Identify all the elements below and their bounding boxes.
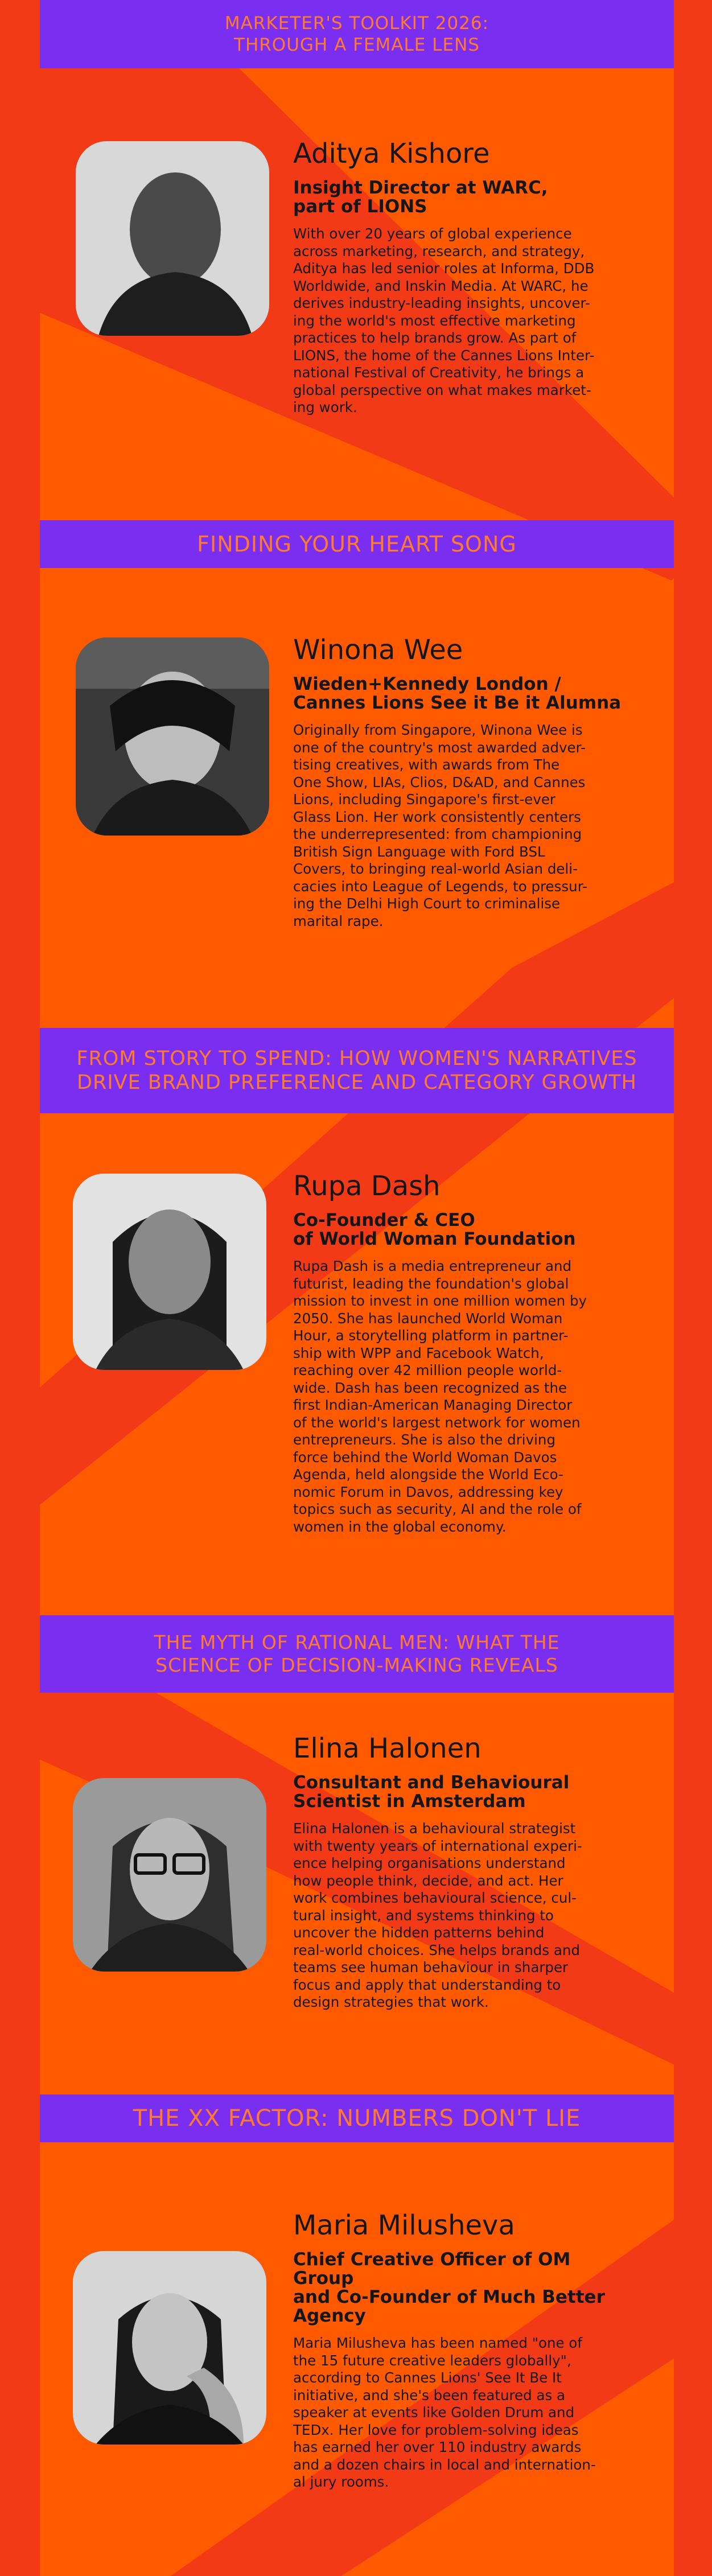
bio-line: British Sign Language with Ford BSL (293, 843, 545, 860)
session-title: DRIVE BRAND PREFERENCE AND CATEGORY GROWTH (77, 1071, 637, 1094)
bio-line: the 15 future creative leaders globally", (293, 2352, 571, 2369)
speaker-info (293, 2209, 635, 2491)
bio-line: wide. Dash has been recognized as the (293, 1379, 567, 1396)
bio-line: One Show, LIAs, Clios, D&AD, and Cannes (293, 773, 586, 791)
speaker-photo-maria-milusheva (73, 2251, 266, 2445)
bio-line: ship with WPP and Facebook Watch, (293, 1344, 544, 1361)
bio-line: and a dozen chairs in local and internation- (293, 2456, 596, 2473)
bio-line: Rupa Dash is a media entrepreneur and (293, 1258, 572, 1274)
bio-line: topics such as security, AI and the role of (293, 1501, 582, 1517)
bio-line: tising creatives, with awards from The (293, 756, 560, 773)
bio-line: speaker at events like Golden Drum and (293, 2404, 575, 2421)
bio-line: 2050. She has launched World Woman (293, 1310, 563, 1327)
bio-line: across marketing, research, and strategy, (293, 242, 585, 260)
bio-line: ing the Delhi High Court to criminalise (293, 895, 561, 912)
bio-line: Glass Lion. Her work consistently centers (293, 808, 581, 825)
bio-line: marital rape. (293, 912, 384, 929)
speaker-name: Maria Milusheva (293, 2209, 515, 2241)
session-title: THE XX FACTOR: NUMBERS DON'T LIE (133, 2105, 581, 2131)
bio-line: ing the world's most effective marketing (293, 312, 576, 329)
speaker-role: Chief Creative Officer of OM Group and Co-Founder of Much Better Agency (293, 2249, 605, 2326)
bio-line: derives industry-leading insights, uncover- (293, 295, 590, 311)
bio-line: Worldwide, and Inskin Media. At WARC, he (293, 277, 588, 294)
bio-line: the underrepresented: from championing (293, 826, 582, 842)
bio-line: mission to invest in one million women by (293, 1293, 587, 1309)
session-title: THE MYTH OF RATIONAL MEN: WHAT THE (154, 1631, 560, 1653)
bio-line: al jury rooms. (293, 2474, 389, 2490)
bio-line: Lions, including Singapore's first-ever (293, 791, 556, 808)
session-banner (40, 1028, 674, 1113)
bio-line: women in the global economy. (293, 1518, 507, 1535)
speaker-bio (293, 2335, 635, 2491)
speaker-bio (293, 1820, 635, 2011)
bio-line: practices to help brands grow. As part of (293, 330, 577, 346)
bio-line: teams see human behaviour in sharper (293, 1959, 569, 1976)
bio-line: work combines behavioural science, cul- (293, 1890, 577, 1906)
bio-line: Hour, a storytelling platform in partner- (293, 1327, 569, 1344)
bio-line: ing work. (293, 399, 357, 415)
speaker-role: Wieden+Kennedy London / Cannes Lions See it Be it Alumna (293, 674, 622, 713)
bio-line: uncover the hidden patterns behind (293, 1924, 545, 1941)
speaker-photo-elina-halonen (73, 1778, 266, 1972)
bio-line: real-world choices. She helps brands and (293, 1941, 581, 1958)
bio-line: cacies into League of Legends, to pressur- (293, 878, 588, 895)
speaker-photo-winona-wee (76, 637, 269, 836)
bio-line: nomic Forum in Davos, addressing key (293, 1483, 563, 1500)
bio-line: Maria Milusheva has been named "one of (293, 2335, 582, 2351)
header-line: MARKETER'S TOOLKIT 2026: (224, 13, 489, 34)
speaker-name: Aditya Kishore (293, 138, 490, 170)
bio-line: has earned her over 110 industry awards (293, 2439, 582, 2455)
bio-line: how people think, decide, and act. Her (293, 1872, 563, 1889)
bio-line: reaching over 42 million people world- (293, 1362, 562, 1378)
speaker-role: Insight Director at WARC, part of LIONS (293, 178, 548, 217)
session-banner (40, 1615, 674, 1693)
speaker-role: Consultant and Behavioural Scientist in Amsterdam (293, 1772, 570, 1812)
bio-line: design strategies that work. (293, 1994, 489, 2010)
bio-line: ence helping organisations understand (293, 1855, 566, 1871)
session-banner (40, 2094, 674, 2142)
header-line: THROUGH A FEMALE LENS (234, 35, 480, 55)
speaker-role: Co-Founder & CEO of World Woman Foundation (293, 1210, 576, 1249)
bio-line: one of the country's most awarded adver- (293, 739, 586, 756)
bio-line: tural insight, and systems thinking to (293, 1907, 554, 1924)
bio-line: futurist, leading the foundation's global (293, 1275, 569, 1292)
bio-line: Covers, to bringing real-world Asian deli- (293, 861, 578, 877)
bio-line: With over 20 years of global experience (293, 225, 572, 242)
session-banner (40, 520, 674, 568)
session-title: FROM STORY TO SPEND: HOW WOMEN'S NARRATIVES (76, 1047, 637, 1070)
session-title: SCIENCE OF DECISION-MAKING REVEALS (155, 1654, 558, 1676)
speaker-info (293, 1170, 635, 1536)
bio-line: focus and apply that understanding to (293, 1976, 561, 1993)
header-banner (40, 0, 674, 68)
session-title: FINDING YOUR HEART SONG (197, 532, 517, 557)
speaker-name: Rupa Dash (293, 1170, 441, 1202)
speaker-name: Elina Halonen (293, 1733, 481, 1764)
speaker-info (293, 634, 635, 930)
speaker-bio (293, 722, 635, 930)
speaker-photo-aditya-kishore (76, 141, 269, 336)
bio-line: TEDx. Her love for problem-solving ideas (293, 2421, 579, 2438)
bio-line: Agenda, held alongside the World Eco- (293, 1466, 563, 1483)
speaker-name: Winona Wee (293, 634, 463, 666)
speaker-photo-rupa-dash (73, 1174, 266, 1370)
bio-line: entrepreneurs. She is also the driving (293, 1431, 555, 1448)
bio-line: Elina Halonen is a behavioural strategist (293, 1820, 576, 1837)
speaker-info (293, 1733, 635, 2011)
bio-line: with twenty years of international experi- (293, 1837, 582, 1854)
speaker-info (293, 138, 635, 417)
bio-line: global perspective on what makes market- (293, 381, 591, 398)
bio-line: first Indian-American Managing Director (293, 1397, 573, 1413)
bio-line: initiative, and she's been featured as a (293, 2386, 566, 2404)
speaker-bio (293, 225, 635, 417)
bio-line: according to Cannes Lions' See It Be It (293, 2369, 562, 2386)
bio-line: Aditya has led senior roles at Informa, DDB (293, 260, 595, 277)
bio-line: national Festival of Creativity, he brings a (293, 364, 585, 381)
bio-line: of the world's largest network for women (293, 1414, 581, 1431)
bio-line: Originally from Singapore, Winona Wee is (293, 722, 583, 738)
bio-line: force behind the World Woman Davos (293, 1449, 557, 1466)
bio-line: LIONS, the home of the Cannes Lions Inter- (293, 347, 595, 364)
speaker-bio (293, 1258, 635, 1536)
